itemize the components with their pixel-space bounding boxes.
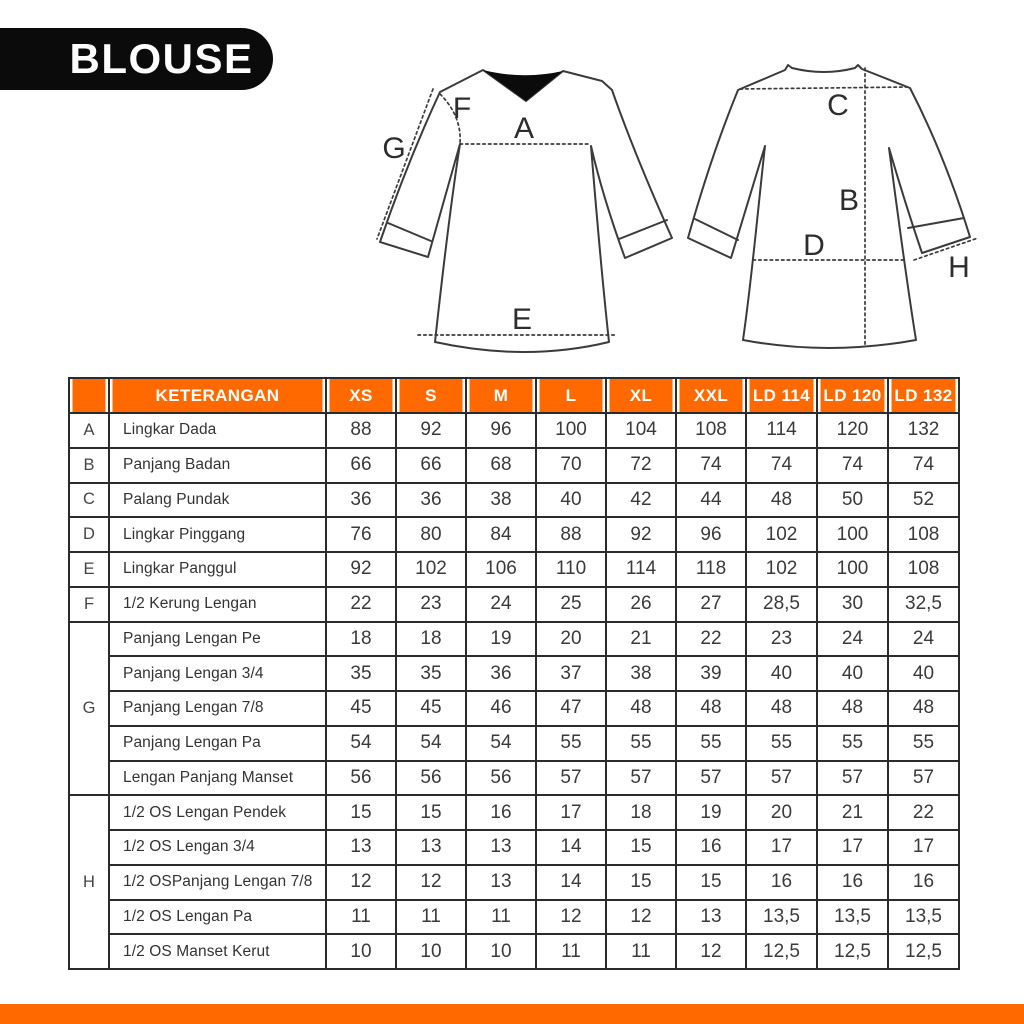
value-cell: 48 — [606, 691, 676, 726]
value-cell: 13 — [466, 865, 536, 900]
value-cell: 16 — [817, 865, 888, 900]
value-cell: 17 — [817, 830, 888, 865]
bottom-accent-bar — [0, 1004, 1024, 1024]
label-cell: Panjang Lengan 3/4 — [109, 656, 326, 691]
header-size-s: S — [396, 378, 466, 413]
value-cell: 12,5 — [817, 934, 888, 969]
value-cell: 55 — [536, 726, 606, 761]
value-cell: 57 — [606, 761, 676, 796]
value-cell: 12,5 — [746, 934, 817, 969]
value-cell: 22 — [676, 622, 746, 657]
value-cell: 102 — [396, 552, 466, 587]
label-cell: 1/2 Kerung Lengan — [109, 587, 326, 622]
value-cell: 13,5 — [888, 900, 959, 935]
value-cell: 16 — [466, 795, 536, 830]
value-cell: 92 — [396, 413, 466, 448]
value-cell: 11 — [466, 900, 536, 935]
label-cell: 1/2 OS Lengan Pa — [109, 900, 326, 935]
label-cell: 1/2 OSPanjang Lengan 7/8 — [109, 865, 326, 900]
value-cell: 88 — [536, 517, 606, 552]
value-cell: 10 — [396, 934, 466, 969]
value-cell: 56 — [396, 761, 466, 796]
value-cell: 66 — [326, 448, 396, 483]
value-cell: 21 — [817, 795, 888, 830]
value-cell: 40 — [746, 656, 817, 691]
value-cell: 22 — [326, 587, 396, 622]
table-row — [69, 622, 959, 657]
header-size-l: L — [536, 378, 606, 413]
value-cell: 24 — [817, 622, 888, 657]
header-size-ld120: LD 120 — [817, 378, 888, 413]
value-cell: 10 — [326, 934, 396, 969]
header-size-ld132: LD 132 — [888, 378, 959, 413]
header-size-xs: XS — [326, 378, 396, 413]
value-cell: 96 — [466, 413, 536, 448]
blouse-front-diagram — [358, 38, 690, 370]
value-cell: 92 — [326, 552, 396, 587]
value-cell: 80 — [396, 517, 466, 552]
value-cell: 108 — [888, 552, 959, 587]
label-cell: Lengan Panjang Manset — [109, 761, 326, 796]
label-cell: Panjang Badan — [109, 448, 326, 483]
value-cell: 46 — [466, 691, 536, 726]
label-A: A — [513, 112, 535, 145]
header-size-ld114: LD 114 — [746, 378, 817, 413]
value-cell: 74 — [746, 448, 817, 483]
value-cell: 22 — [888, 795, 959, 830]
value-cell: 88 — [326, 413, 396, 448]
label-C: C — [827, 89, 849, 122]
value-cell: 42 — [606, 483, 676, 518]
letter-cell-a: A — [69, 413, 109, 448]
value-cell: 100 — [536, 413, 606, 448]
value-cell: 19 — [676, 795, 746, 830]
value-cell: 50 — [817, 483, 888, 518]
value-cell: 23 — [396, 587, 466, 622]
table-row — [69, 552, 959, 587]
table-row — [69, 830, 959, 865]
value-cell: 68 — [466, 448, 536, 483]
value-cell: 48 — [746, 483, 817, 518]
value-cell: 18 — [606, 795, 676, 830]
value-cell: 19 — [466, 622, 536, 657]
letter-cell-e: E — [69, 552, 109, 587]
value-cell: 11 — [606, 934, 676, 969]
label-H: H — [948, 251, 970, 284]
header-size-xl: XL — [606, 378, 676, 413]
value-cell: 20 — [536, 622, 606, 657]
value-cell: 16 — [676, 830, 746, 865]
value-cell: 14 — [536, 830, 606, 865]
value-cell: 36 — [466, 656, 536, 691]
label-E: E — [511, 303, 533, 336]
value-cell: 13,5 — [746, 900, 817, 935]
value-cell: 55 — [676, 726, 746, 761]
value-cell: 35 — [326, 656, 396, 691]
value-cell: 102 — [746, 517, 817, 552]
value-cell: 57 — [676, 761, 746, 796]
blouse-back-diagram — [668, 38, 1000, 370]
label-cell: Panjang Lengan 7/8 — [109, 691, 326, 726]
value-cell: 54 — [396, 726, 466, 761]
value-cell: 66 — [396, 448, 466, 483]
label-cell: Panjang Lengan Pe — [109, 622, 326, 657]
value-cell: 12 — [606, 900, 676, 935]
value-cell: 23 — [746, 622, 817, 657]
table-row — [69, 795, 959, 830]
value-cell: 13 — [466, 830, 536, 865]
value-cell: 56 — [466, 761, 536, 796]
value-cell: 47 — [536, 691, 606, 726]
value-cell: 57 — [817, 761, 888, 796]
value-cell: 15 — [606, 830, 676, 865]
letter-cell-d: D — [69, 517, 109, 552]
letter-cell-g: G — [69, 622, 109, 796]
table-row — [69, 761, 959, 796]
value-cell: 57 — [536, 761, 606, 796]
value-cell: 55 — [746, 726, 817, 761]
title-badge — [0, 28, 273, 90]
label-cell: Lingkar Panggul — [109, 552, 326, 587]
value-cell: 25 — [536, 587, 606, 622]
value-cell: 55 — [817, 726, 888, 761]
value-cell: 74 — [888, 448, 959, 483]
value-cell: 52 — [888, 483, 959, 518]
value-cell: 74 — [676, 448, 746, 483]
table-row — [69, 691, 959, 726]
value-cell: 45 — [326, 691, 396, 726]
table-row — [69, 517, 959, 552]
size-chart-table — [68, 377, 960, 970]
value-cell: 102 — [746, 552, 817, 587]
value-cell: 39 — [676, 656, 746, 691]
table-row — [69, 865, 959, 900]
value-cell: 76 — [326, 517, 396, 552]
value-cell: 28,5 — [746, 587, 817, 622]
value-cell: 26 — [606, 587, 676, 622]
value-cell: 100 — [817, 517, 888, 552]
value-cell: 12 — [396, 865, 466, 900]
value-cell: 48 — [888, 691, 959, 726]
value-cell: 27 — [676, 587, 746, 622]
value-cell: 24 — [466, 587, 536, 622]
value-cell: 32,5 — [888, 587, 959, 622]
table-row — [69, 934, 959, 969]
value-cell: 92 — [606, 517, 676, 552]
value-cell: 72 — [606, 448, 676, 483]
value-cell: 30 — [817, 587, 888, 622]
header-size-xxl: XXL — [676, 378, 746, 413]
value-cell: 54 — [326, 726, 396, 761]
page-title: BLOUSE — [69, 35, 254, 82]
value-cell: 11 — [396, 900, 466, 935]
value-cell: 13 — [396, 830, 466, 865]
value-cell: 36 — [326, 483, 396, 518]
value-cell: 12 — [326, 865, 396, 900]
value-cell: 17 — [536, 795, 606, 830]
value-cell: 132 — [888, 413, 959, 448]
letter-cell-b: B — [69, 448, 109, 483]
table-row — [69, 483, 959, 518]
letter-cell-f: F — [69, 587, 109, 622]
table-row — [69, 587, 959, 622]
value-cell: 118 — [676, 552, 746, 587]
value-cell: 44 — [676, 483, 746, 518]
table-row — [69, 656, 959, 691]
value-cell: 15 — [396, 795, 466, 830]
label-cell: Lingkar Pinggang — [109, 517, 326, 552]
label-G: G — [382, 132, 406, 165]
value-cell: 120 — [817, 413, 888, 448]
value-cell: 40 — [536, 483, 606, 518]
value-cell: 12,5 — [888, 934, 959, 969]
value-cell: 17 — [746, 830, 817, 865]
value-cell: 24 — [888, 622, 959, 657]
value-cell: 54 — [466, 726, 536, 761]
value-cell: 70 — [536, 448, 606, 483]
label-D: D — [803, 229, 825, 262]
letter-cell-h: H — [69, 795, 109, 969]
value-cell: 100 — [817, 552, 888, 587]
value-cell: 48 — [817, 691, 888, 726]
header-corner-cell — [69, 378, 109, 413]
value-cell: 15 — [326, 795, 396, 830]
value-cell: 16 — [746, 865, 817, 900]
value-cell: 108 — [888, 517, 959, 552]
value-cell: 13 — [326, 830, 396, 865]
label-cell: 1/2 OS Manset Kerut — [109, 934, 326, 969]
value-cell: 38 — [466, 483, 536, 518]
value-cell: 48 — [746, 691, 817, 726]
label-B: B — [838, 184, 860, 217]
value-cell: 74 — [817, 448, 888, 483]
value-cell: 48 — [676, 691, 746, 726]
value-cell: 18 — [326, 622, 396, 657]
value-cell: 17 — [888, 830, 959, 865]
value-cell: 106 — [466, 552, 536, 587]
value-cell: 110 — [536, 552, 606, 587]
value-cell: 55 — [606, 726, 676, 761]
value-cell: 84 — [466, 517, 536, 552]
value-cell: 55 — [888, 726, 959, 761]
value-cell: 40 — [888, 656, 959, 691]
value-cell: 40 — [817, 656, 888, 691]
value-cell: 37 — [536, 656, 606, 691]
label-cell: 1/2 OS Lengan 3/4 — [109, 830, 326, 865]
value-cell: 14 — [536, 865, 606, 900]
value-cell: 12 — [536, 900, 606, 935]
table-header-row — [69, 378, 959, 413]
label-cell: Lingkar Dada — [109, 413, 326, 448]
value-cell: 11 — [536, 934, 606, 969]
table-row — [69, 900, 959, 935]
letter-cell-c: C — [69, 483, 109, 518]
value-cell: 18 — [396, 622, 466, 657]
value-cell: 12 — [676, 934, 746, 969]
value-cell: 36 — [396, 483, 466, 518]
value-cell: 13 — [676, 900, 746, 935]
value-cell: 114 — [606, 552, 676, 587]
value-cell: 56 — [326, 761, 396, 796]
value-cell: 11 — [326, 900, 396, 935]
value-cell: 20 — [746, 795, 817, 830]
table-row — [69, 413, 959, 448]
value-cell: 45 — [396, 691, 466, 726]
value-cell: 57 — [888, 761, 959, 796]
value-cell: 13,5 — [817, 900, 888, 935]
table-row — [69, 726, 959, 761]
label-cell: Palang Pundak — [109, 483, 326, 518]
value-cell: 21 — [606, 622, 676, 657]
label-cell: 1/2 OS Lengan Pendek — [109, 795, 326, 830]
value-cell: 38 — [606, 656, 676, 691]
value-cell: 15 — [676, 865, 746, 900]
label-F: F — [452, 92, 472, 125]
value-cell: 15 — [606, 865, 676, 900]
value-cell: 57 — [746, 761, 817, 796]
value-cell: 10 — [466, 934, 536, 969]
header-size-m: M — [466, 378, 536, 413]
value-cell: 104 — [606, 413, 676, 448]
header-keterangan-cell: KETERANGAN — [109, 378, 326, 413]
table-row — [69, 448, 959, 483]
value-cell: 114 — [746, 413, 817, 448]
value-cell: 108 — [676, 413, 746, 448]
label-cell: Panjang Lengan Pa — [109, 726, 326, 761]
value-cell: 16 — [888, 865, 959, 900]
value-cell: 35 — [396, 656, 466, 691]
value-cell: 96 — [676, 517, 746, 552]
